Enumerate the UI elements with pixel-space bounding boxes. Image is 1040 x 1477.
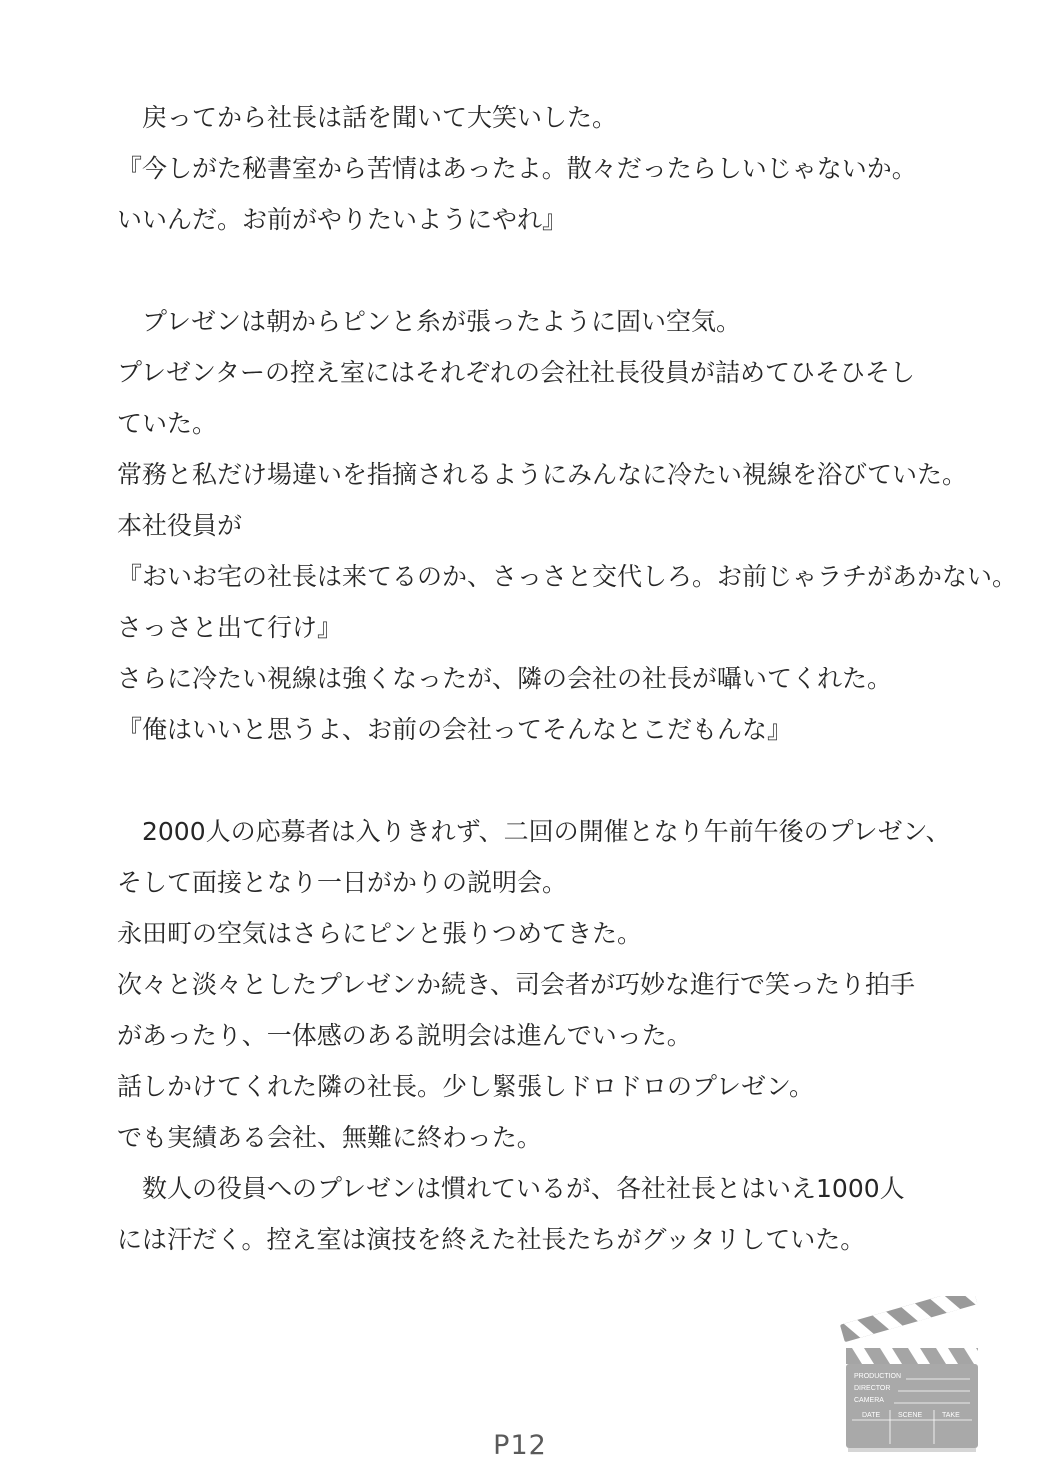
paragraph-gap bbox=[117, 755, 1017, 806]
text-line: プレゼンは朝からピンと糸が張ったように固い空気。 bbox=[117, 307, 742, 336]
text-line: でも実績ある会社、無難に終わった。 bbox=[117, 1123, 542, 1152]
paragraph-gap bbox=[117, 245, 1017, 296]
text-line: 『今しがた秘書室から苦情はあったよ。散々だったらしいじゃないか。 bbox=[117, 154, 917, 183]
text-line: 永田町の空気はさらにピンと張りつめてきた。 bbox=[117, 919, 643, 948]
clapperboard-field-label: PRODUCTION bbox=[854, 1373, 902, 1380]
text-line: そして面接となり一日がかりの説明会。 bbox=[117, 868, 568, 897]
clapperboard-field-label: CAMERA bbox=[854, 1397, 884, 1404]
text-line: 話しかけてくれた隣の社長。少し緊張しドロドロのプレゼン。 bbox=[117, 1072, 815, 1101]
text-line: さっさと出て行け』 bbox=[117, 613, 343, 642]
text-line: いいんだ。お前がやりたいようにやれ』 bbox=[117, 205, 568, 234]
text-line: 次々と淡々としたプレゼンか続き、司会者が巧妙な進行で笑ったり拍手 bbox=[117, 970, 916, 999]
paragraph-1 bbox=[117, 92, 1017, 245]
text-line: ていた。 bbox=[117, 409, 218, 438]
text-line: 2000人の応募者は入りきれず、二回の開催となり午前午後のプレゼン、 bbox=[117, 817, 951, 846]
paragraph-3 bbox=[117, 806, 1017, 1265]
clapperboard-column-label: SCENE bbox=[898, 1412, 923, 1419]
clapperboard-column-label: DATE bbox=[862, 1412, 881, 1419]
paragraph-2 bbox=[117, 296, 1017, 755]
text-line: 『おいお宅の社長は来てるのか、さっさと交代しろ。お前じゃラチがあかない。 bbox=[117, 562, 1018, 591]
text-line: プレゼンターの控え室にはそれぞれの会社社長役員が詰めてひそひそし bbox=[117, 358, 916, 387]
text-line: さらに冷たい視線は強くなったが、隣の会社の社長が囁いてくれた。 bbox=[117, 664, 893, 693]
text-line: があったり、一体感のある説明会は進んでいった。 bbox=[117, 1021, 692, 1050]
text-line: 数人の役員へのプレゼンは慣れているが、各社社長とはいえ1000人 bbox=[117, 1174, 905, 1203]
text-line: 本社役員が bbox=[117, 511, 243, 540]
clapperboard-field-label: DIRECTOR bbox=[854, 1385, 891, 1392]
clapperboard-column-label: TAKE bbox=[942, 1412, 960, 1419]
text-line: 戻ってから社長は話を聞いて大笑いした。 bbox=[117, 103, 618, 132]
text-line: には汗だく。控え室は演技を終えた社長たちがグッタリしていた。 bbox=[117, 1225, 866, 1254]
text-line: 常務と私だけ場違いを指摘されるようにみんなに冷たい視線を浴びていた。 bbox=[117, 460, 968, 489]
text-line: 『俺はいいと思うよ、お前の会社ってそんなとこだもんな』 bbox=[117, 715, 793, 744]
page-number: P12 bbox=[493, 1430, 547, 1461]
page-body bbox=[117, 92, 1017, 1265]
